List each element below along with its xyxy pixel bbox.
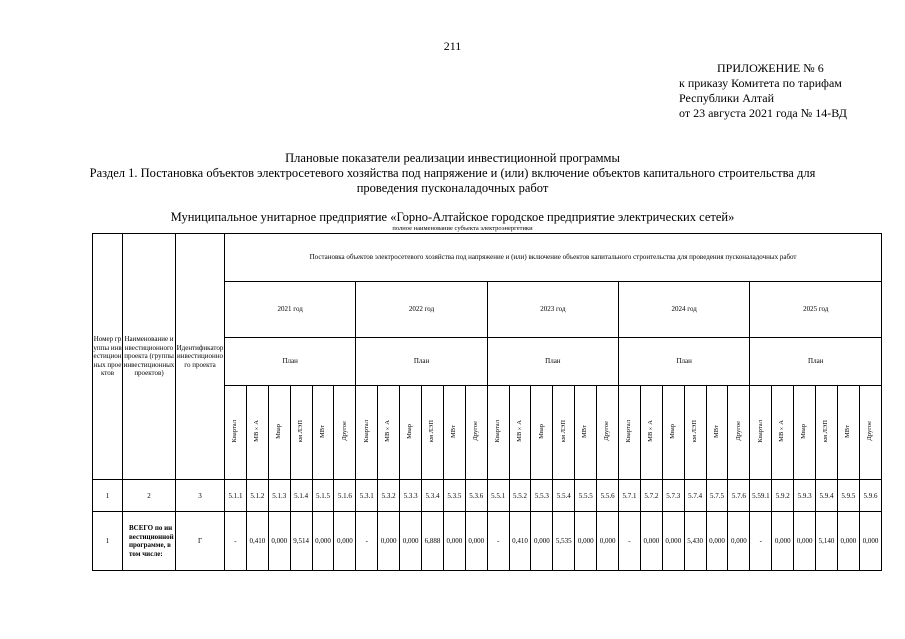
column-number: 5.5.6	[597, 480, 619, 512]
data-cell: 0,000	[706, 512, 728, 571]
subcolumn-label: МВ×А	[515, 420, 523, 443]
column-number: 5.5.4	[553, 480, 575, 512]
column-number: 5.1.5	[312, 480, 334, 512]
subcolumn-label: Мвар	[669, 423, 676, 439]
data-cell: 0,000	[772, 512, 794, 571]
subcolumn-header	[662, 386, 684, 480]
subcolumn-label: Квартал	[625, 420, 633, 443]
data-cell: -	[619, 512, 641, 571]
data-cell: 0,000	[837, 512, 859, 571]
column-number: 5.5.3	[531, 480, 553, 512]
column-number: 5.3.2	[378, 480, 400, 512]
data-cell: -	[225, 512, 247, 571]
appendix-block	[679, 61, 847, 121]
subcolumn-header	[443, 386, 465, 480]
data-cell: 0,410	[246, 512, 268, 571]
subcolumn-header	[859, 386, 881, 480]
subcolumn-label: км ЛЭП	[822, 420, 830, 443]
subcolumn-header	[356, 386, 378, 480]
column-number: 5.3.5	[443, 480, 465, 512]
subcolumn-label: МВт	[712, 424, 720, 438]
subcolumn-label: МВ×А	[253, 420, 261, 443]
subcolumn-label: км ЛЭП	[428, 420, 436, 443]
subcolumn-header	[312, 386, 334, 480]
column-number: 5.1.6	[334, 480, 356, 512]
column-number: 5.59.1	[750, 480, 772, 512]
appendix-line: к приказу Комитета по тарифам	[679, 76, 842, 90]
column-number: 5.1.1	[225, 480, 247, 512]
subcolumn-label: МВ×А	[647, 420, 655, 443]
data-cell: 0,000	[575, 512, 597, 571]
header-project-name: Наименование инвестиционного проекта (группы инвестиционных проектов)	[123, 234, 176, 480]
subcolumn-header	[531, 386, 553, 480]
data-cell: 0,000	[400, 512, 422, 571]
heading-line: Плановые показатели реализации инвестиционной программы	[285, 151, 620, 165]
data-cell: 9,514	[290, 512, 312, 571]
appendix-line: от 23 августа 2021 года № 14-ВД	[679, 106, 847, 120]
subcolumn-header	[400, 386, 422, 480]
subcolumn-label: Квартал	[756, 420, 764, 443]
data-cell: 5,140	[816, 512, 838, 571]
subcolumn-label: Другое	[734, 421, 742, 442]
column-number: 5.3.3	[400, 480, 422, 512]
subcolumn-header	[772, 386, 794, 480]
subcolumn-header	[706, 386, 728, 480]
subcolumn-label: км ЛЭП	[559, 420, 567, 443]
column-number: 5.9.4	[816, 480, 838, 512]
data-cell: -	[487, 512, 509, 571]
subcolumn-label: Другое	[340, 421, 348, 442]
subcolumn-label: км ЛЭП	[690, 420, 698, 443]
subcolumn-label: Мвар	[274, 423, 282, 439]
plan-header: План	[487, 338, 618, 386]
data-cell: -	[750, 512, 772, 571]
subcolumn-header	[816, 386, 838, 480]
data-cell: 0,000	[268, 512, 290, 571]
heading-line: проведения пусконаладочных работ	[356, 181, 549, 195]
data-cell: 0,000	[640, 512, 662, 571]
data-cell: 0,000	[597, 512, 619, 571]
plan-header: План	[750, 338, 882, 386]
column-number: 5.1.2	[246, 480, 268, 512]
heading-line: Раздел 1. Постановка объектов электросетевого хозяйства под напряжение и (или) включение объектов капитального строительства для	[89, 166, 816, 180]
subcolumn-label: МВт	[581, 424, 589, 438]
appendix-title: ПРИЛОЖЕНИЕ № 6	[717, 61, 824, 75]
data-cell: 0,410	[509, 512, 531, 571]
column-number: 5.3.6	[465, 480, 487, 512]
year-header: 2021 год	[225, 282, 356, 338]
data-cell: 0,000	[443, 512, 465, 571]
subcolumn-label: км ЛЭП	[296, 420, 304, 443]
data-cell: 0,000	[859, 512, 881, 571]
subcolumn-header	[619, 386, 641, 480]
column-number: 5.9.3	[794, 480, 816, 512]
subcolumn-header	[794, 386, 816, 480]
data-cell: 5,535	[553, 512, 575, 571]
data-cell: 0,000	[531, 512, 553, 571]
data-cell: -	[356, 512, 378, 571]
column-number: 5.7.2	[640, 480, 662, 512]
page-number: 211	[443, 39, 462, 53]
column-number: 5.7.3	[662, 480, 684, 512]
subcolumn-header	[378, 386, 400, 480]
data-cell: 6,888	[422, 512, 444, 571]
plan-header: План	[356, 338, 487, 386]
subcolumn-label: Другое	[471, 421, 479, 442]
column-number: 5.5.2	[509, 480, 531, 512]
data-cell: 0,000	[378, 512, 400, 571]
data-cell: 0,000	[312, 512, 334, 571]
subcolumn-header	[509, 386, 531, 480]
subcolumn-header	[225, 386, 247, 480]
subcolumn-header	[597, 386, 619, 480]
row-identifier: Г	[176, 512, 225, 571]
year-header: 2025 год	[750, 282, 882, 338]
subcolumn-label: Квартал	[362, 420, 370, 443]
data-cell: 0,000	[465, 512, 487, 571]
header-main: Постановка объектов электросетевого хозяйства под напряжение и (или) включение объектов капитального строительства для проведения пусконаладочных работ	[225, 234, 882, 282]
column-number: 5.1.3	[268, 480, 290, 512]
subcolumn-header	[728, 386, 750, 480]
subcolumn-header	[246, 386, 268, 480]
column-number: 1	[93, 480, 123, 512]
column-number: 5.7.1	[619, 480, 641, 512]
column-number: 5.5.5	[575, 480, 597, 512]
data-cell: 0,000	[334, 512, 356, 571]
column-number: 5.3.4	[422, 480, 444, 512]
column-number: 5.9.6	[859, 480, 881, 512]
subcolumn-label: Другое	[866, 421, 874, 442]
header-group-number: Номер группы инвестиционных проектов	[93, 234, 123, 480]
subcolumn-label: МВт	[318, 424, 326, 438]
data-cell: 0,000	[728, 512, 750, 571]
subcolumn-label: Мвар	[406, 423, 414, 439]
subcolumn-header	[553, 386, 575, 480]
organization-caption: полное наименование субъекта электроэнергетики	[392, 225, 533, 232]
column-number: 5.9.2	[772, 480, 794, 512]
column-number: 2	[123, 480, 176, 512]
subcolumn-label: Мвар	[537, 423, 545, 439]
subcolumn-header	[290, 386, 312, 480]
column-number: 5.7.5	[706, 480, 728, 512]
subcolumn-label: Квартал	[493, 420, 501, 443]
subcolumn-header	[575, 386, 597, 480]
subcolumn-header	[684, 386, 706, 480]
year-header: 2024 год	[619, 282, 750, 338]
column-number: 5.7.6	[728, 480, 750, 512]
appendix-line: Республики Алтай	[679, 91, 774, 105]
data-cell: 0,000	[794, 512, 816, 571]
plan-header: План	[225, 338, 356, 386]
subcolumn-label: МВ×А	[778, 420, 786, 443]
year-header: 2023 год	[487, 282, 618, 338]
subcolumn-header	[268, 386, 290, 480]
subcolumn-header	[422, 386, 444, 480]
subcolumn-label: Квартал	[231, 420, 239, 443]
subcolumn-label: МВт	[844, 424, 852, 438]
subcolumn-header	[640, 386, 662, 480]
data-cell: 5,430	[684, 512, 706, 571]
subcolumn-label: МВт	[450, 424, 458, 438]
column-number: 5.3.1	[356, 480, 378, 512]
column-number: 3	[176, 480, 225, 512]
subcolumn-label: Мвар	[800, 423, 808, 439]
plan-header: План	[619, 338, 750, 386]
column-number: 5.1.4	[290, 480, 312, 512]
data-cell: 0,000	[662, 512, 684, 571]
subcolumn-label: Другое	[603, 421, 611, 442]
row-number: 1	[93, 512, 123, 571]
header-identifier: Идентификатор инвестиционного проекта	[176, 234, 225, 480]
column-number: 5.5.1	[487, 480, 509, 512]
year-header: 2022 год	[356, 282, 487, 338]
subcolumn-header	[487, 386, 509, 480]
subcolumn-label: МВ×А	[384, 420, 392, 443]
document-heading	[0, 151, 905, 196]
column-number: 5.9.5	[837, 480, 859, 512]
column-number: 5.7.4	[684, 480, 706, 512]
subcolumn-header	[465, 386, 487, 480]
row-project-name: ВСЕГО по инвестиционной программе, в том числе:	[123, 512, 176, 571]
subcolumn-header	[837, 386, 859, 480]
investment-table	[92, 233, 882, 571]
organization-name: Муниципальное унитарное предприятие «Горно-Алтайское городское предприятие электрических сетей»	[170, 210, 735, 224]
subcolumn-header	[334, 386, 356, 480]
subcolumn-header	[750, 386, 772, 480]
